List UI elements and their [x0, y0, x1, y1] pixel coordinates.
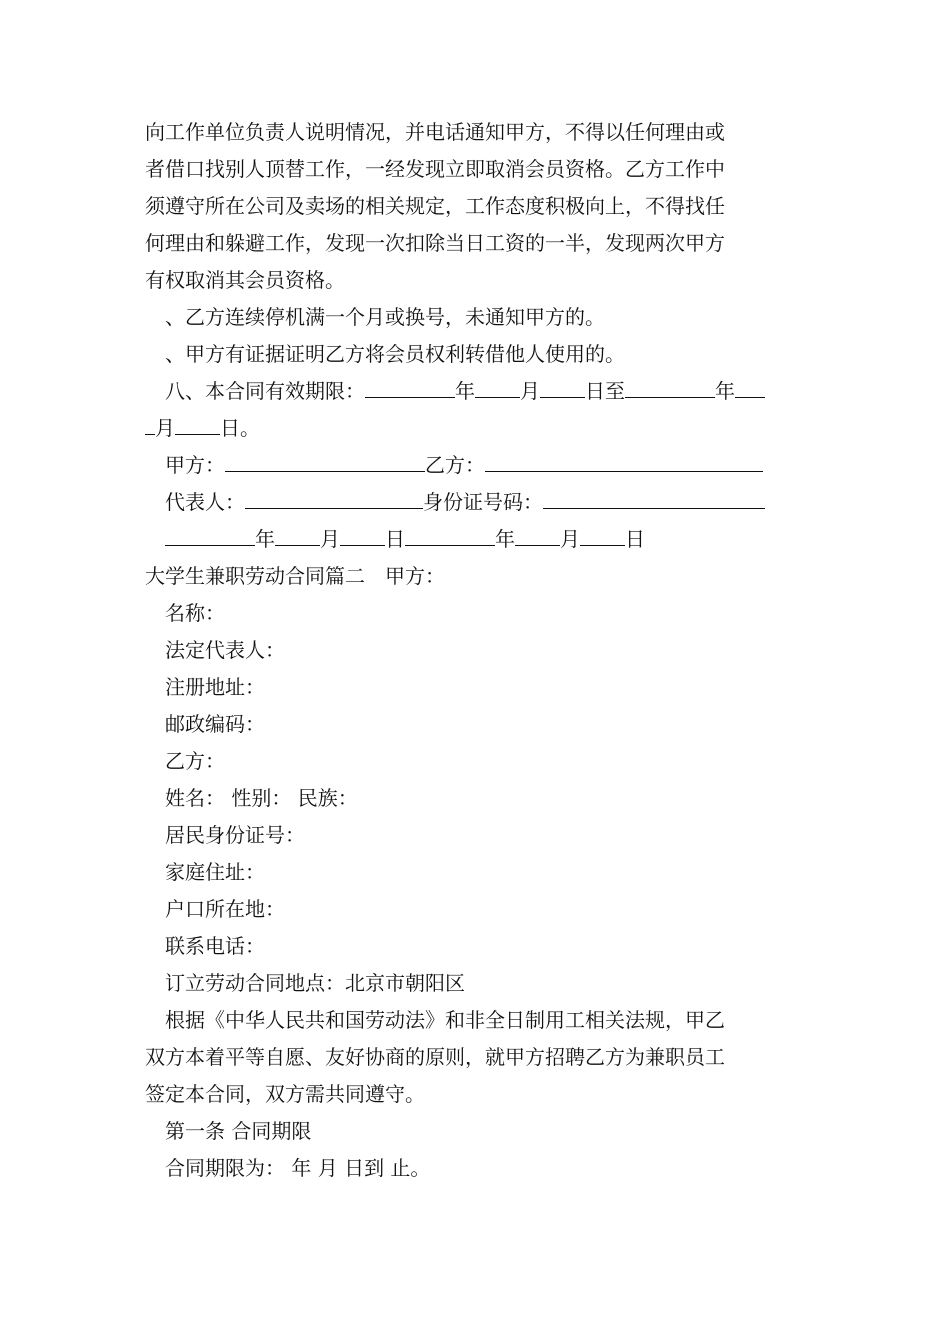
blank-field: [275, 521, 320, 546]
paragraph-line: 根据《中华人民共和国劳动法》和非全日制用工相关法规，甲乙: [165, 1008, 725, 1032]
blank-field: [175, 410, 220, 435]
list-item: 、甲方有证据证明乙方将会员权利转借他人使用的。: [165, 342, 625, 366]
paragraph-line: 双方本着平等自愿、友好协商的原则，就甲方招聘乙方为兼职员工: [145, 1045, 725, 1069]
month-label: 月: [560, 527, 580, 551]
field-label: 家庭住址：: [165, 860, 265, 884]
field-label: 邮政编码：: [165, 712, 265, 736]
year-label: 年: [455, 379, 475, 403]
blank-field: [340, 521, 385, 546]
blank-field: [475, 373, 520, 398]
section-title: 大学生兼职劳动合同篇二 甲方：: [145, 564, 445, 588]
blank-field: [145, 410, 155, 435]
party-a-label: 甲方：: [165, 453, 225, 477]
month-label: 月: [320, 527, 340, 551]
blank-field: [515, 521, 560, 546]
blank-field: [540, 373, 585, 398]
year-label: 年: [715, 379, 735, 403]
validity-line: [145, 373, 810, 410]
paragraph-line: 有权取消其会员资格。: [145, 268, 345, 292]
id-number-blank: [543, 484, 765, 509]
field-label: 居民身份证号：: [165, 823, 305, 847]
day-label: 日: [625, 527, 645, 551]
year-label: 年: [495, 527, 515, 551]
party-b-label: 乙方：: [425, 453, 485, 477]
paragraph-line: 者借口找别人顶替工作，一经发现立即取消会员资格。乙方工作中: [145, 157, 725, 181]
document-body: [145, 114, 810, 1187]
day-to-label: 日至: [585, 379, 625, 403]
validity-label: 八、本合同有效期限：: [165, 379, 365, 403]
contract-place: 订立劳动合同地点：北京市朝阳区: [165, 971, 465, 995]
field-label: 联系电话：: [165, 934, 265, 958]
article-text: 合同期限为： 年 月 日到 止。: [165, 1156, 431, 1180]
party-b-title: 乙方：: [165, 749, 225, 773]
month-label: 月: [155, 416, 175, 440]
field-label: 注册地址：: [165, 675, 265, 699]
field-label: 法定代表人：: [165, 638, 285, 662]
id-number-label: 身份证号码：: [423, 490, 543, 514]
paragraph-line: 向工作单位负责人说明情况，并电话通知甲方，不得以任何理由或: [145, 120, 725, 144]
blank-field: [365, 373, 455, 398]
day-label: 日: [385, 527, 405, 551]
year-label: 年: [255, 527, 275, 551]
field-label: 名称：: [165, 601, 225, 625]
validity-line-2: [145, 410, 810, 447]
article-title: 第一条 合同期限: [165, 1119, 312, 1143]
month-label: 月: [520, 379, 540, 403]
blank-field: [625, 373, 715, 398]
blank-field: [405, 521, 495, 546]
blank-field: [735, 373, 765, 398]
paragraph-line: 签定本合同，双方需共同遵守。: [145, 1082, 425, 1106]
day-end-label: 日。: [220, 416, 260, 440]
party-b-blank: [485, 447, 763, 472]
signature-dates: [145, 521, 810, 558]
representative-blank: [245, 484, 423, 509]
field-label: 姓名： 性别： 民族：: [165, 786, 358, 810]
paragraph-line: 须遵守所在公司及卖场的相关规定，工作态度积极向上，不得找任: [145, 194, 725, 218]
list-item: 、乙方连续停机满一个月或换号，未通知甲方的。: [165, 305, 605, 329]
signature-representatives: [145, 484, 810, 521]
signature-parties: [145, 447, 810, 484]
blank-field: [165, 521, 255, 546]
paragraph-line: 何理由和躲避工作，发现一次扣除当日工资的一半，发现两次甲方: [145, 231, 725, 255]
field-label: 户口所在地：: [165, 897, 285, 921]
blank-field: [580, 521, 625, 546]
representative-label: 代表人：: [165, 490, 245, 514]
party-a-blank: [225, 447, 425, 472]
